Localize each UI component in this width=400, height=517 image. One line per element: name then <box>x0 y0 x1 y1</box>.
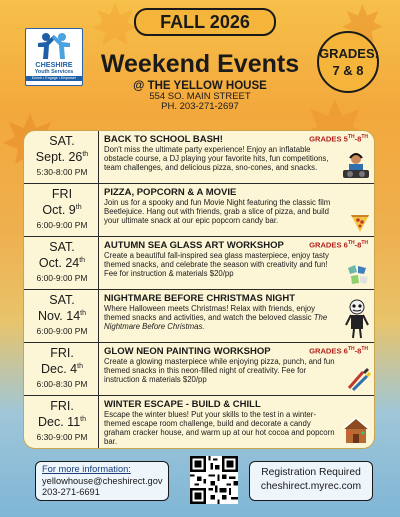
event-description: Create a glowing masterpiece while enjoying pizza, punch, and fun themed snacks in this neon-filled night of creativity. Fee for instruction & materials $20/pp <box>104 357 335 384</box>
skeleton-icon <box>343 299 371 339</box>
event-details <box>104 134 336 173</box>
logo-tagline: Enrich • Engage • Empower <box>26 76 82 81</box>
event-row <box>24 290 374 343</box>
event-date: Dec. 11th <box>38 415 86 430</box>
grade-tag: GRADES 6TH-8TH <box>309 240 368 250</box>
venue-phone: PH. 203-271-2697 <box>161 101 239 112</box>
dj-icon <box>341 150 371 180</box>
event-row <box>24 131 374 184</box>
cheshire-youth-services-logo <box>25 28 83 86</box>
event-date: Nov. 14th <box>38 309 86 324</box>
sea-glass-icon <box>345 262 371 286</box>
maple-leaf-icon <box>90 0 140 50</box>
event-title: PIZZA, POPCORN & A MOVIE <box>104 187 237 198</box>
event-title: GLOW NEON PAINTING WORKSHOP <box>104 346 271 357</box>
event-time: 6:00-9:00 PM <box>36 220 88 231</box>
event-description: Join us for a spooky and fun Movie Night featuring the classic film Beetlejuice. Hang out with friends, grab a slice of pizza, and build your ultimate snack at our epic popcorn candy bar. <box>104 198 331 225</box>
event-row <box>24 237 374 290</box>
events-panel <box>23 130 375 449</box>
event-description: Where Halloween meets Christmas! Relax with friends, enjoy themed snacks and activities, and watch the beloved classic The Nightmare Before Christmas. <box>104 304 328 331</box>
contact-info-box <box>35 461 169 501</box>
event-date: Dec. 4th <box>41 362 83 377</box>
event-row <box>24 396 374 448</box>
event-time: 6:00-9:00 PM <box>36 273 88 284</box>
registration-label: Registration Required <box>261 467 361 478</box>
event-details <box>104 240 336 279</box>
event-title: WINTER ESCAPE - BUILD & CHILL <box>104 399 261 410</box>
registration-link[interactable]: cheshirect.myrec.com <box>260 481 362 492</box>
event-details <box>104 187 336 226</box>
event-description: Escape the winter blues! Put your skills to the test in a winter-themed escape room challenge, build and decorate a candy graham cracker house, and warm up at our hot cocoa and popcorn bar. <box>104 410 335 446</box>
venue-name: @ THE YELLOW HOUSE <box>133 80 267 92</box>
event-day: SAT. <box>49 134 75 148</box>
pizza-icon <box>349 211 371 233</box>
event-title: BACK TO SCHOOL BASH! <box>104 134 223 145</box>
page-title: Weekend Events <box>100 50 300 78</box>
registration-box <box>249 461 373 501</box>
paintbrush-icon <box>345 366 371 392</box>
event-date-block <box>26 131 99 183</box>
event-day: SAT. <box>49 240 75 254</box>
event-date: Sept. 26th <box>35 150 89 165</box>
event-date: Oct. 9th <box>42 203 82 218</box>
event-date: Oct. 24th <box>38 256 86 271</box>
venue-address: 554 SO. MAIN STREET <box>149 91 251 102</box>
logo-subname: Youth Services <box>34 69 74 75</box>
event-details <box>104 293 336 332</box>
grade-tag: GRADES 5TH-8TH <box>309 134 368 144</box>
registration-qr-code[interactable] <box>190 456 238 504</box>
season-pill: FALL 2026 <box>134 8 276 36</box>
contact-phone: 203-271-6691 <box>42 487 100 497</box>
grades-value: 7 & 8 <box>332 63 364 78</box>
event-day: FRI. <box>50 346 74 360</box>
event-date-block <box>26 396 99 448</box>
gingerbread-house-icon <box>341 415 371 445</box>
event-description: Create a beautiful fall-inspired sea glass masterpiece, enjoy tasty themed snacks, and celebrate the season with creativity and fun! Fee for instruction & materials $20/pp <box>104 251 329 278</box>
event-date-block <box>26 343 99 395</box>
grades-badge <box>317 31 379 93</box>
grades-label: GRADES: <box>319 46 379 61</box>
event-time: 6:00-9:00 PM <box>36 326 88 337</box>
event-details <box>104 346 336 385</box>
event-date-block <box>26 237 99 289</box>
event-description: Don't miss the ultimate party experience! Enjoy an inflatable obstacle course, a DJ playing your favorite hits, fun competitions, team challenges, and delicious pizza, sno-cones, and snacks. <box>104 145 329 172</box>
contact-email-link[interactable]: yellowhouse@cheshirect.gov <box>42 475 163 486</box>
event-day: SAT. <box>49 293 75 307</box>
people-logo-icon <box>34 31 74 61</box>
event-row <box>24 343 374 396</box>
contact-info-label: For more information: <box>42 464 131 474</box>
event-time: 6:00-8:30 PM <box>36 379 88 390</box>
grade-tag: GRADES 6TH-8TH <box>309 346 368 356</box>
event-day: FRI. <box>50 399 74 413</box>
event-time: 5:30-8:00 PM <box>36 167 88 178</box>
event-date-block <box>26 290 99 342</box>
event-date-block <box>26 184 99 236</box>
event-details <box>104 399 336 447</box>
event-time: 6:30-9:00 PM <box>36 432 88 443</box>
event-row <box>24 184 374 237</box>
event-title: NIGHTMARE BEFORE CHRISTMAS NIGHT <box>104 293 296 304</box>
logo-name: CHESHIRE <box>35 60 73 69</box>
event-day: FRI <box>51 187 73 201</box>
event-title: AUTUMN SEA GLASS ART WORKSHOP <box>104 240 284 251</box>
